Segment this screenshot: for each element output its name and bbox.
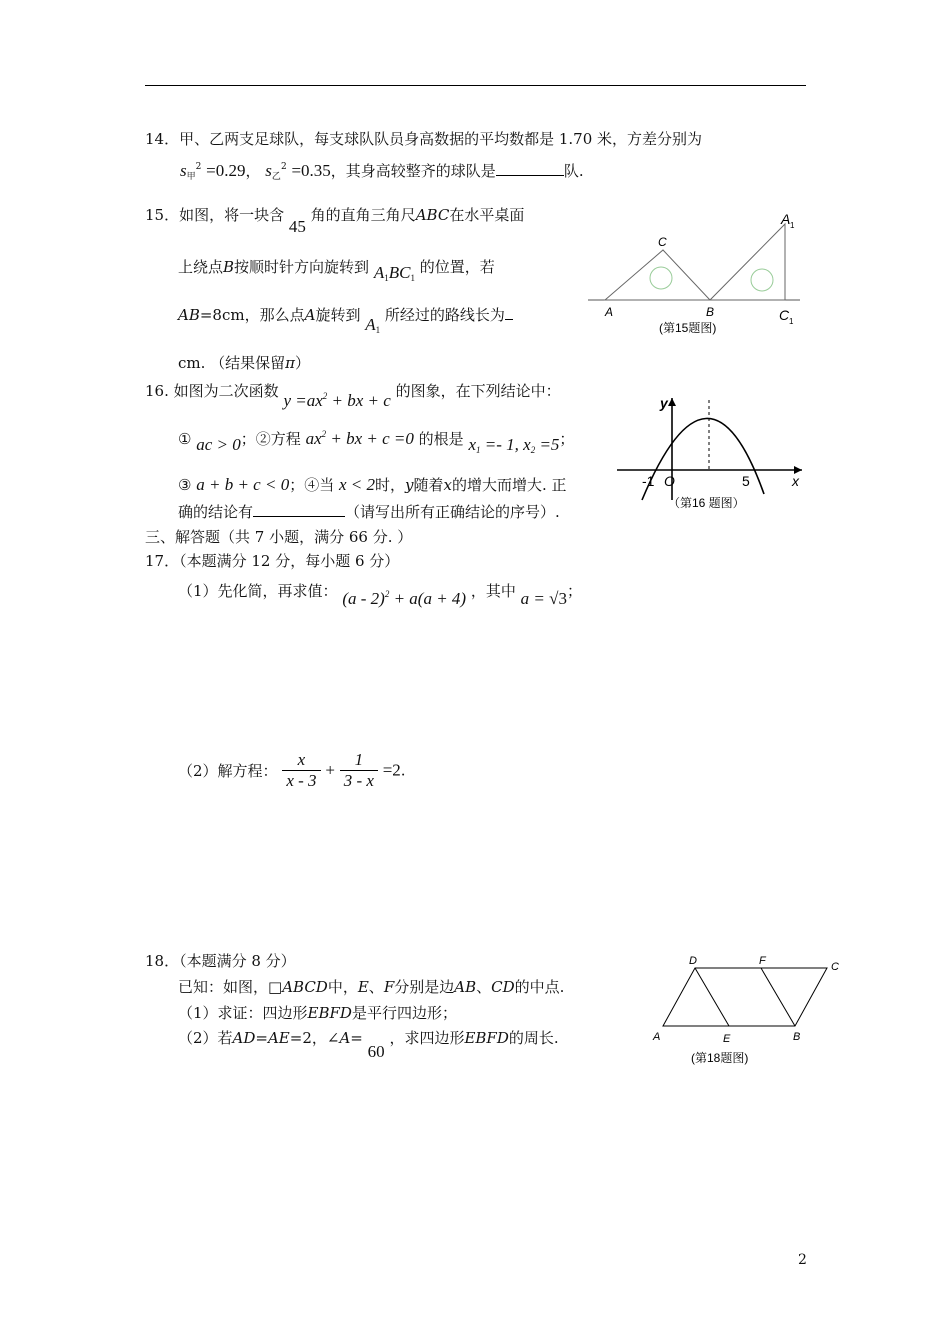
- q16-figure: [612, 390, 812, 520]
- fig16-origin-label: O: [664, 473, 675, 489]
- q17-fraction2: $\frac{1}{3 - x}$: [340, 750, 378, 791]
- q14-answer-blank[interactable]: [496, 175, 564, 176]
- q16-line3: ③ a + b + c < 0；④当 x < 2时，y随着x的增大而增大. 正: [178, 475, 567, 494]
- q15-line4: cm. （结果保留π）: [178, 354, 311, 372]
- q17-fraction1: $\frac{x}{x - 3}$: [282, 750, 320, 791]
- fig18-label-d: D: [689, 955, 697, 967]
- q18-part2: （2）若AD=AE=2，∠A= 60 ，求四边形EBFD的周长.: [178, 1029, 559, 1061]
- q15-answer-blank[interactable]: [505, 319, 513, 320]
- q17-part2: （2）解方程： $\frac{x}{x - 3}$ + $\frac{1}{3 - x}$ =2.: [178, 750, 406, 790]
- fig18-label-b: B: [793, 1031, 801, 1043]
- fig15-label-a: A: [605, 305, 614, 319]
- fig15-label-a1: A: [781, 211, 791, 227]
- header-rule: [145, 85, 806, 86]
- fig16-y-label: y: [660, 395, 668, 411]
- fig18-label-e: E: [723, 1033, 731, 1045]
- fig15-caption: (第15题图): [659, 321, 717, 335]
- q17-head: 17．（本题满分 12 分，每小题 6 分）: [145, 552, 400, 570]
- fig18-label-a: A: [653, 1031, 661, 1043]
- q15-line3: AB=8cm，那么点A旋转到 $A_1$ 所经过的路线长为: [178, 304, 513, 325]
- q16-answer-blank[interactable]: [253, 516, 345, 517]
- q18-given: 已知：如图，□ABCD中，E、F分别是边AB、CD的中点.: [178, 978, 565, 996]
- fig16-neg1-label: -1: [642, 473, 655, 489]
- q16-line4: 确的结论有 （请写出所有正确结论的序号）.: [178, 503, 560, 521]
- q16-line1: 16. 如图为二次函数 $y =ax^2$ + bx + c 的图象，在下列结论中：: [145, 382, 561, 410]
- fig18-label-f: F: [759, 955, 766, 967]
- fig15-label-c: C: [658, 235, 667, 249]
- q16-line2: ① ac > 0；②方程 $ax^2$ + bx + c =0 的根是 $x_1 =- 1$, $x_2 =5$；: [178, 429, 575, 455]
- q18-figure: [645, 952, 845, 1072]
- svg-text:1: 1: [790, 221, 795, 230]
- section-3-heading: 三、解答题（共 7 小题，满分 66 分. ）: [145, 528, 413, 546]
- q14-text: 甲、乙两支足球队，每支球队队员身高数据的平均数都是 1.70 米，方差分别为: [179, 130, 703, 148]
- fig18-caption: (第18题图): [691, 1051, 749, 1065]
- q14-line2: $s_甲^2 =0.29$， $s_乙^2 =0.35$，其身高较整齐的球队是 队.: [180, 161, 584, 182]
- fig15-label-c1: C: [779, 307, 790, 323]
- fig16-five-label: 5: [742, 473, 750, 489]
- fig16-caption: （第16 题图）: [668, 496, 745, 510]
- q15-line2: 上绕点B按顺时针方向旋转到 $A_1BC_1$ 的位置，若: [178, 258, 495, 283]
- q18-head: 18．（本题满分 8 分）: [145, 952, 296, 970]
- q14-number: 14．: [145, 130, 180, 148]
- fig15-label-b: B: [706, 305, 715, 319]
- page-number: 2: [798, 1252, 807, 1268]
- q14-line1: [145, 128, 702, 149]
- q15-line1: 15．如图，将一块含 45 角的直角三角尺ABC在水平桌面: [145, 206, 525, 236]
- fig16-x-label: x: [792, 473, 799, 489]
- q17-part1: （1）先化简，再求值： (a - 2)$^2$ + a(a + 4) ，其中 a = √3；: [178, 582, 582, 608]
- q18-part1: （1）求证：四边形EBFD是平行四边形；: [178, 1004, 457, 1022]
- svg-text:1: 1: [789, 317, 794, 326]
- fig18-label-c: C: [831, 961, 839, 973]
- q15-figure: [585, 208, 810, 338]
